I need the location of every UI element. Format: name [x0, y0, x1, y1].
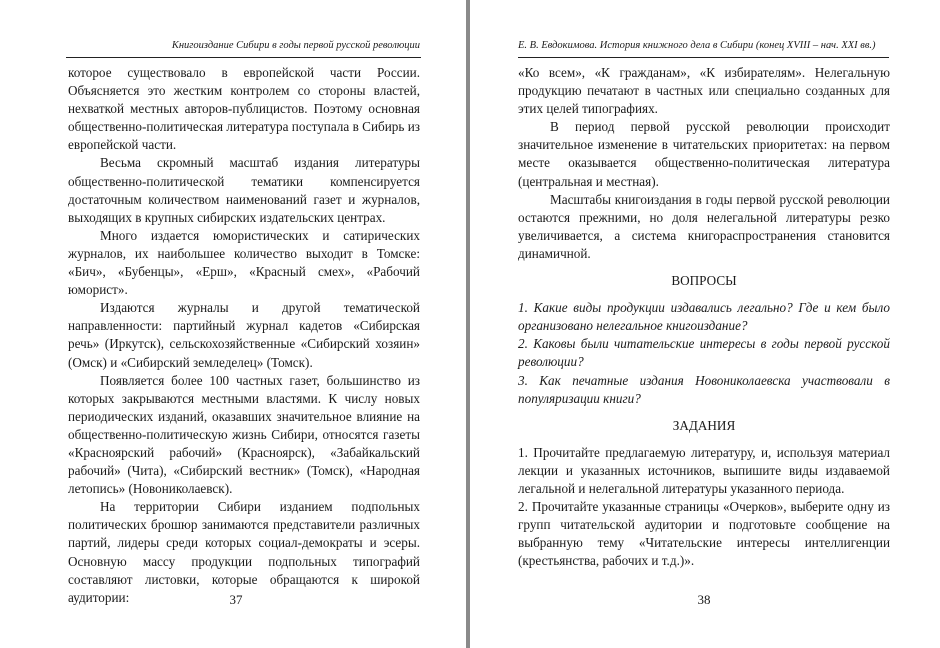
page-number-right: 38	[697, 592, 711, 607]
header-rule-left	[66, 57, 421, 58]
paragraph: «Ко всем», «К гражданам», «К избирателям». Нелегальную продукцию печатают в частных или специально созданных для этих целей типографиях.	[518, 65, 890, 117]
paragraph: Издаются журналы и другой тематической направленности: партийный журнал кадетов «Сибирская речь» (Иркутск), сельскохозяйственные «Сибирский хозяин» (Омск) и «Сибирский земледелец» (Томск).	[68, 300, 420, 370]
page-number-left: 37	[229, 592, 243, 607]
tasks-heading: ЗАДАНИЯ	[672, 417, 736, 433]
paragraph: Много издается юмористических и сатирических журналов, их наибольшее количество выходит в Томске: «Бич», «Бубенцы», «Ерш», «Красный смех», «Рабочий юморист».	[68, 227, 420, 298]
right-page-body	[518, 64, 890, 570]
questions-heading: ВОПРОСЫ	[671, 273, 737, 289]
question-item: 2. Каковы были читательские интересы в годы первой русской революции?	[518, 336, 890, 370]
left-page-body	[68, 64, 420, 607]
running-head-right: Е. В. Евдокимова. История книжного дела в Сибири (конец XVIII – нач. XXI вв.)	[518, 40, 876, 51]
task-item: 1. Прочитайте предлагаемую литературу, и, используя материал лекции и указанных источников, выпишите виды издаваемой легальной и нелегальной литературы указанного периода.	[518, 444, 890, 496]
question-item: 3. Как печатные издания Новониколаевска участвовали в популяризации книги?	[518, 372, 890, 406]
paragraph: На территории Сибири изданием подпольных политических брошюр занимаются представители различных партий, лидеры среди которых социал-демократы и эсеры. Основную массу продукции подпольных типографий составляют листовки, которые обращаются к широкой аудитории:	[68, 499, 420, 605]
paragraph: Весьма скромный масштаб издания литературы общественно-политической тематики компенсируется достаточным количеством наименований газет и журналов, выходящих в крупных сибирских издательских центрах.	[68, 155, 420, 225]
paragraph: В период первой русской революции происходит значительное изменение в читательских приоритетах: на первом месте оказывается общественно-политическая литература (центральная и местная).	[518, 119, 890, 189]
question-item: 1. Какие виды продукции издавались легально? Где и кем было организовано нелегальное книгоиздание?	[518, 300, 890, 334]
paragraph: Масштабы книгоиздания в годы первой русской революции остаются прежними, но доля нелегальной литературы резко увеличивается, а система книгораспространения становится динамичной.	[518, 191, 890, 261]
right-page	[470, 0, 940, 648]
header-rule-right	[518, 57, 889, 58]
running-head-left: Книгоиздание Сибири в годы первой русской революции	[171, 40, 420, 51]
paragraph: Появляется более 100 частных газет, большинство из которых закрываются местными властями. К числу новых периодических изданий, оказавших значительное влияние на общественно-политическую жизнь Сибири, относятся газеты «Красноярский рабочий» (Красноярск), «Забайкальский рабочий» (Чита), «Сибирский вестник» (Томск), «Народная летопись» (Новониколаевск).	[68, 372, 420, 497]
left-page	[0, 0, 466, 648]
task-item: 2. Прочитайте указанные страницы «Очерков», выберите одну из групп читательской аудитории и подготовьте сообщение на выбранную тему «Читательские интересы интеллигенции (крестьянства, рабочих и т.д.)».	[518, 499, 890, 569]
paragraph: которое существовало в европейской части России. Объясняется это жестким контролем со стороны властей, нехваткой местных авторов-публицистов. Поэтому основная общественно-политическая литература поступала в Сибирь из европейской части.	[68, 65, 420, 153]
